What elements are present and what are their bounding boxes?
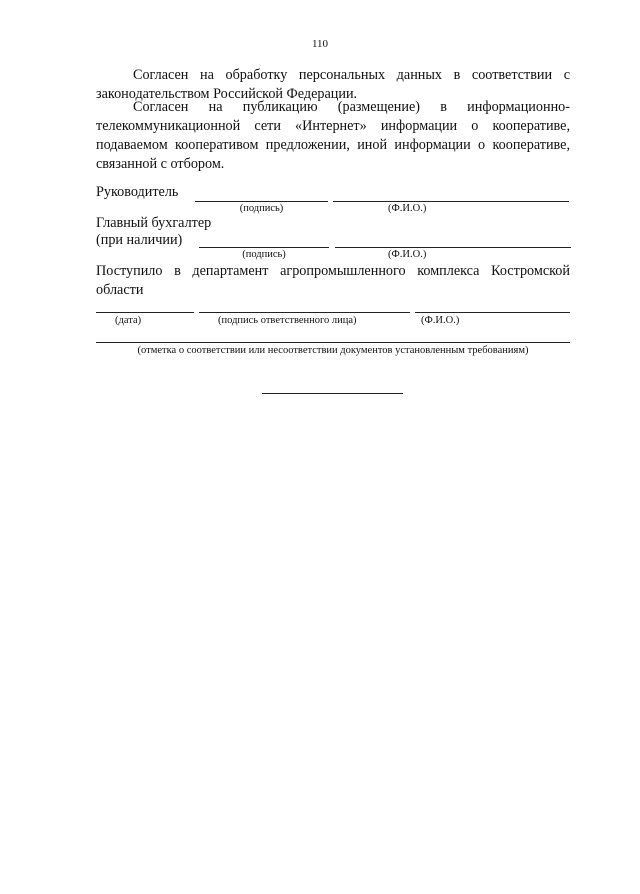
closing-separator-line [262,393,403,394]
head-fio-line [333,201,569,202]
accountant-fio-caption: (Ф.И.О.) [388,249,427,260]
accountant-fio-line [335,247,571,248]
head-fio-caption: (Ф.И.О.) [388,203,427,214]
consent-personal-data-paragraph: Согласен на обработку персональных данных в соответствии с законодательством Российской Федерации. [96,67,570,102]
accountant-label: Главный бухгалтер [96,215,212,231]
page-number: 110 [311,38,329,50]
responsible-fio-line [415,312,570,313]
head-label: Руководитель [96,184,179,200]
date-caption: (дата) [115,315,142,326]
accountant-label-note: (при наличии) [96,232,183,248]
responsible-signature-line [199,312,410,313]
head-signature-line [195,201,328,202]
consent-publication-paragraph: Согласен на публикацию (размещение) в информационно-телекоммуникационной сети «Интернет» информации о кооперативе, подаваемом кооперативом предложении, иной информации о кооперативе, связанной с отбором. [96,99,570,172]
responsible-signature-caption: (подпись ответственного лица) [218,315,357,326]
compliance-mark-caption: (отметка о соответствии или несоответствии документов установленным требованиям) [137,345,529,356]
head-signature-caption: (подпись) [239,203,284,214]
accountant-signature-line [199,247,329,248]
responsible-fio-caption: (Ф.И.О.) [421,315,460,326]
date-line [96,312,194,313]
received-text: Поступило в департамент агропромышленного комплекса Костромской области [96,263,570,298]
compliance-mark-line [96,342,570,343]
accountant-signature-caption: (подпись) [242,249,286,260]
